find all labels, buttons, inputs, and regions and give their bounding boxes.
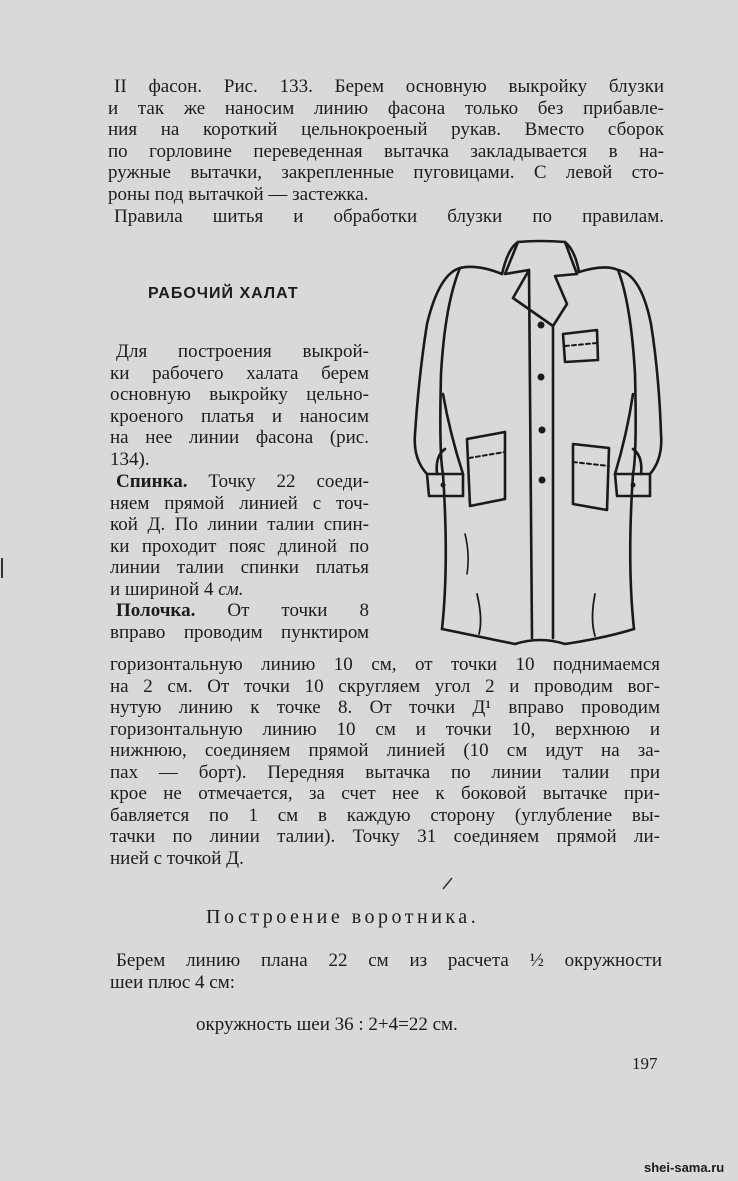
front-line: горизонтальную линию 10 см и точки 10, верхнюю и bbox=[110, 718, 660, 740]
back-first-line bbox=[110, 471, 369, 493]
intro-line: по горловине переведенная вытачка закладывается в на- bbox=[108, 140, 664, 162]
coat-front-edge bbox=[529, 270, 532, 638]
intro-line: и так же наносим линию фасона только без прибавле- bbox=[108, 97, 664, 119]
collar-heading: Построение воротника. bbox=[206, 906, 480, 928]
collar-line: Берем линию плана 22 см из расчета ½ окружности bbox=[116, 950, 662, 971]
collar-formula: окружность шеи 36 : 2+4=22 см. bbox=[196, 1014, 458, 1035]
margin-tick bbox=[0, 556, 6, 580]
front-last-line: нией с точкой Д. bbox=[110, 847, 244, 869]
coat-button bbox=[631, 483, 636, 488]
collar-line: шеи плюс 4 см: bbox=[110, 971, 235, 993]
section-heading: РАБОЧИЙ ХАЛАТ bbox=[148, 285, 299, 302]
front-line: крое не отмечается, за счет нее к боковой вытачке при- bbox=[110, 783, 660, 804]
coat-right-pocket bbox=[573, 444, 609, 510]
para1-line: ки рабочего халата берем bbox=[110, 362, 369, 384]
front-line: нутую линию к точке 8. От точки Д¹ вправо проводим bbox=[110, 697, 660, 718]
front-line: бавляется по 1 см в каждую сторону (углубление вы- bbox=[110, 804, 660, 826]
coat-left-pocket bbox=[467, 432, 505, 506]
coat-left-side bbox=[440, 267, 502, 629]
back-line: кой Д. По линии талии спин- bbox=[110, 514, 369, 535]
collar-paragraph bbox=[110, 950, 662, 993]
intro-line: роны под вытачкой — застежка. bbox=[108, 183, 369, 205]
front-first-line bbox=[110, 600, 369, 622]
coat-button bbox=[539, 477, 546, 484]
front-line: на 2 см. От точки 10 скругляем угол 2 и проводим вог- bbox=[110, 675, 660, 697]
para1-line: на нее линии фасона (рис. bbox=[110, 427, 369, 448]
intro-line: II фасон. Рис. 133. Берем основную выкройку блузки bbox=[114, 76, 664, 97]
front-narrow-line: вправо проводим пунктиром bbox=[110, 621, 369, 643]
back-first-text: Точку 22 соеди- bbox=[187, 471, 369, 492]
back-label: Спинка. bbox=[116, 471, 188, 492]
para1-line: основную выкройку цельно- bbox=[110, 384, 369, 405]
intro-line: ружные вытачки, закрепленные пуговицами. С левой сто- bbox=[108, 162, 664, 183]
coat-button bbox=[539, 427, 546, 434]
intro-rule-line: Правила шитья и обработки блузки по правилам. bbox=[114, 206, 664, 227]
front-line: горизонтальную линию 10 см, от точки 10 поднимаемся bbox=[110, 654, 660, 675]
page-number: 197 bbox=[632, 1054, 658, 1073]
back-line: ки проходит пояс длиной по bbox=[110, 535, 369, 557]
para1-line: 134). bbox=[110, 448, 150, 470]
para1-line: кроеного платья и наносим bbox=[110, 405, 369, 427]
back-line: няем прямой линией с точ- bbox=[110, 492, 369, 514]
coat-button bbox=[538, 322, 545, 329]
narrow-column bbox=[110, 341, 369, 643]
back-last-unit: см. bbox=[218, 578, 244, 600]
intro-line: ния на короткий цельнокроеный рукав. Вместо сборок bbox=[108, 119, 664, 140]
para1-line: Для построения выкрой- bbox=[116, 341, 369, 362]
back-last-text: и шириной 4 bbox=[110, 578, 219, 600]
front-line: пах — борт). Передняя вытачка по линии талии при bbox=[110, 761, 660, 783]
coat-illustration bbox=[405, 234, 675, 654]
coat-hem bbox=[442, 629, 634, 644]
coat-button bbox=[538, 374, 545, 381]
stray-mark bbox=[440, 876, 454, 892]
front-label: Полочка. bbox=[116, 600, 196, 621]
intro-paragraph bbox=[108, 76, 664, 228]
front-line: тачки по линии талии). Точку 31 соединяем прямой ли- bbox=[110, 826, 660, 847]
back-line: линии талии спинки платья bbox=[110, 557, 369, 578]
back-last-line bbox=[110, 579, 369, 601]
front-line: нижнюю, соединяем прямой линией (10 см идут на за- bbox=[110, 740, 660, 761]
watermark: shei-sama.ru bbox=[644, 1160, 725, 1175]
front-first-text: От точки 8 bbox=[195, 600, 369, 621]
coat-button bbox=[441, 483, 446, 488]
front-paragraph bbox=[110, 654, 660, 869]
